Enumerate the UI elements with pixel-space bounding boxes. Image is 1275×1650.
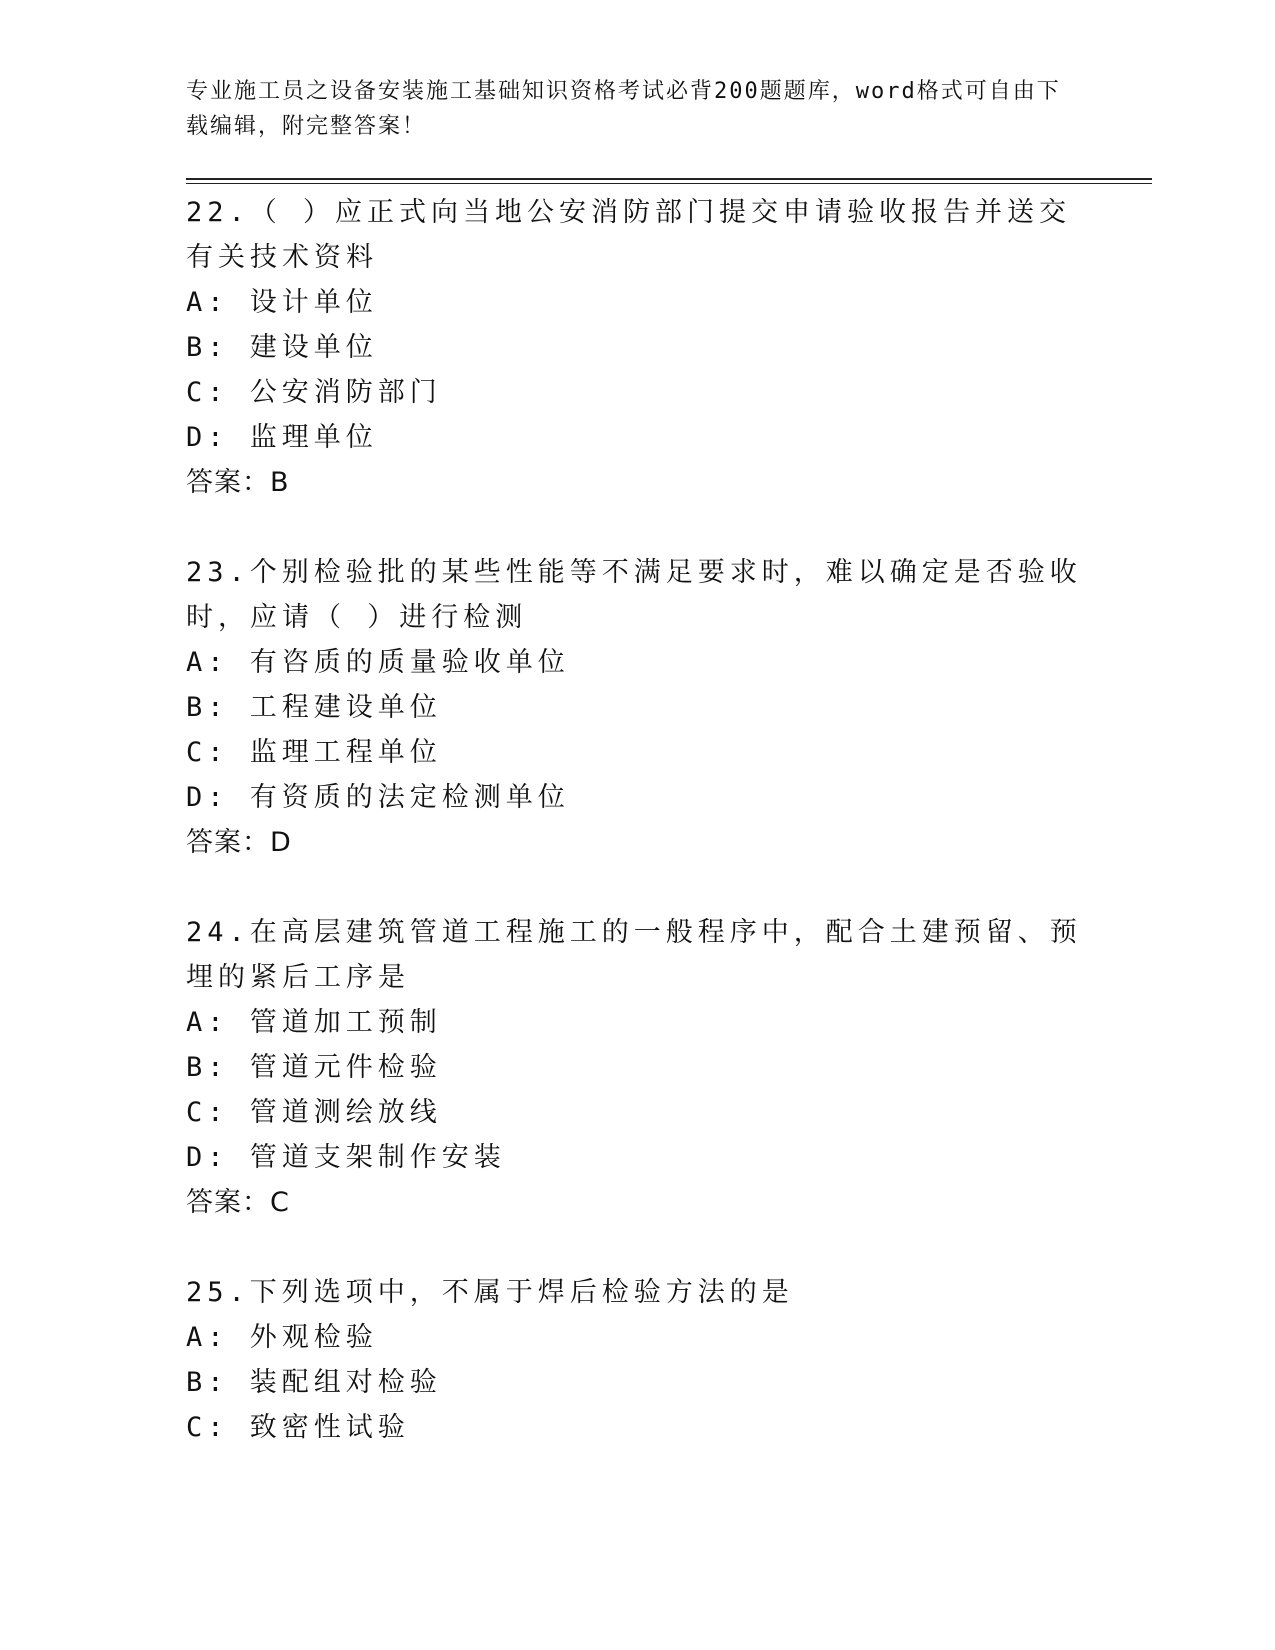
- question-stem: 25.下列选项中，不属于焊后检验方法的是: [186, 1277, 794, 1308]
- option-a: A: 管道加工预制: [186, 1007, 442, 1038]
- option-d: D: 监理单位: [186, 422, 378, 453]
- answer-line: 答案：C: [186, 1187, 290, 1218]
- option-b: B: 工程建设单位: [186, 692, 442, 723]
- question-stem: 23.个别检验批的某些性能等不满足要求时，难以确定是否验收时，应请（ ）进行检测: [186, 557, 1082, 633]
- option-c: C: 致密性试验: [186, 1412, 410, 1443]
- answer-line: 答案：B: [186, 467, 290, 498]
- option-d: D: 管道支架制作安装: [186, 1142, 506, 1173]
- question-list: [186, 190, 1086, 1495]
- question-stem: 22.（ ）应正式向当地公安消防部门提交申请验收报告并送交有关技术资料: [186, 197, 1072, 273]
- question-23: [186, 550, 1086, 865]
- option-c: C: 监理工程单位: [186, 737, 442, 768]
- option-d: D: 有资质的法定检测单位: [186, 782, 570, 813]
- option-a: A: 设计单位: [186, 287, 378, 318]
- option-c: C: 管道测绘放线: [186, 1097, 442, 1128]
- question-stem: 24.在高层建筑管道工程施工的一般程序中，配合土建预留、预埋的紧后工序是: [186, 917, 1082, 993]
- option-b: B: 装配组对检验: [186, 1367, 442, 1398]
- option-a: A: 外观检验: [186, 1322, 378, 1353]
- question-22: [186, 190, 1086, 505]
- document-header: 专业施工员之设备安装施工基础知识资格考试必背200题题库，word格式可自由下载编辑，附完整答案！: [186, 79, 1061, 139]
- option-b: B: 建设单位: [186, 332, 378, 363]
- header-divider-thick: [186, 178, 1152, 180]
- option-a: A: 有咨质的质量验收单位: [186, 647, 570, 678]
- answer-line: 答案：D: [186, 827, 292, 858]
- question-25: [186, 1270, 1086, 1450]
- header-divider-thin: [186, 183, 1152, 184]
- option-b: B: 管道元件检验: [186, 1052, 442, 1083]
- question-24: [186, 910, 1086, 1225]
- option-c: C: 公安消防部门: [186, 377, 442, 408]
